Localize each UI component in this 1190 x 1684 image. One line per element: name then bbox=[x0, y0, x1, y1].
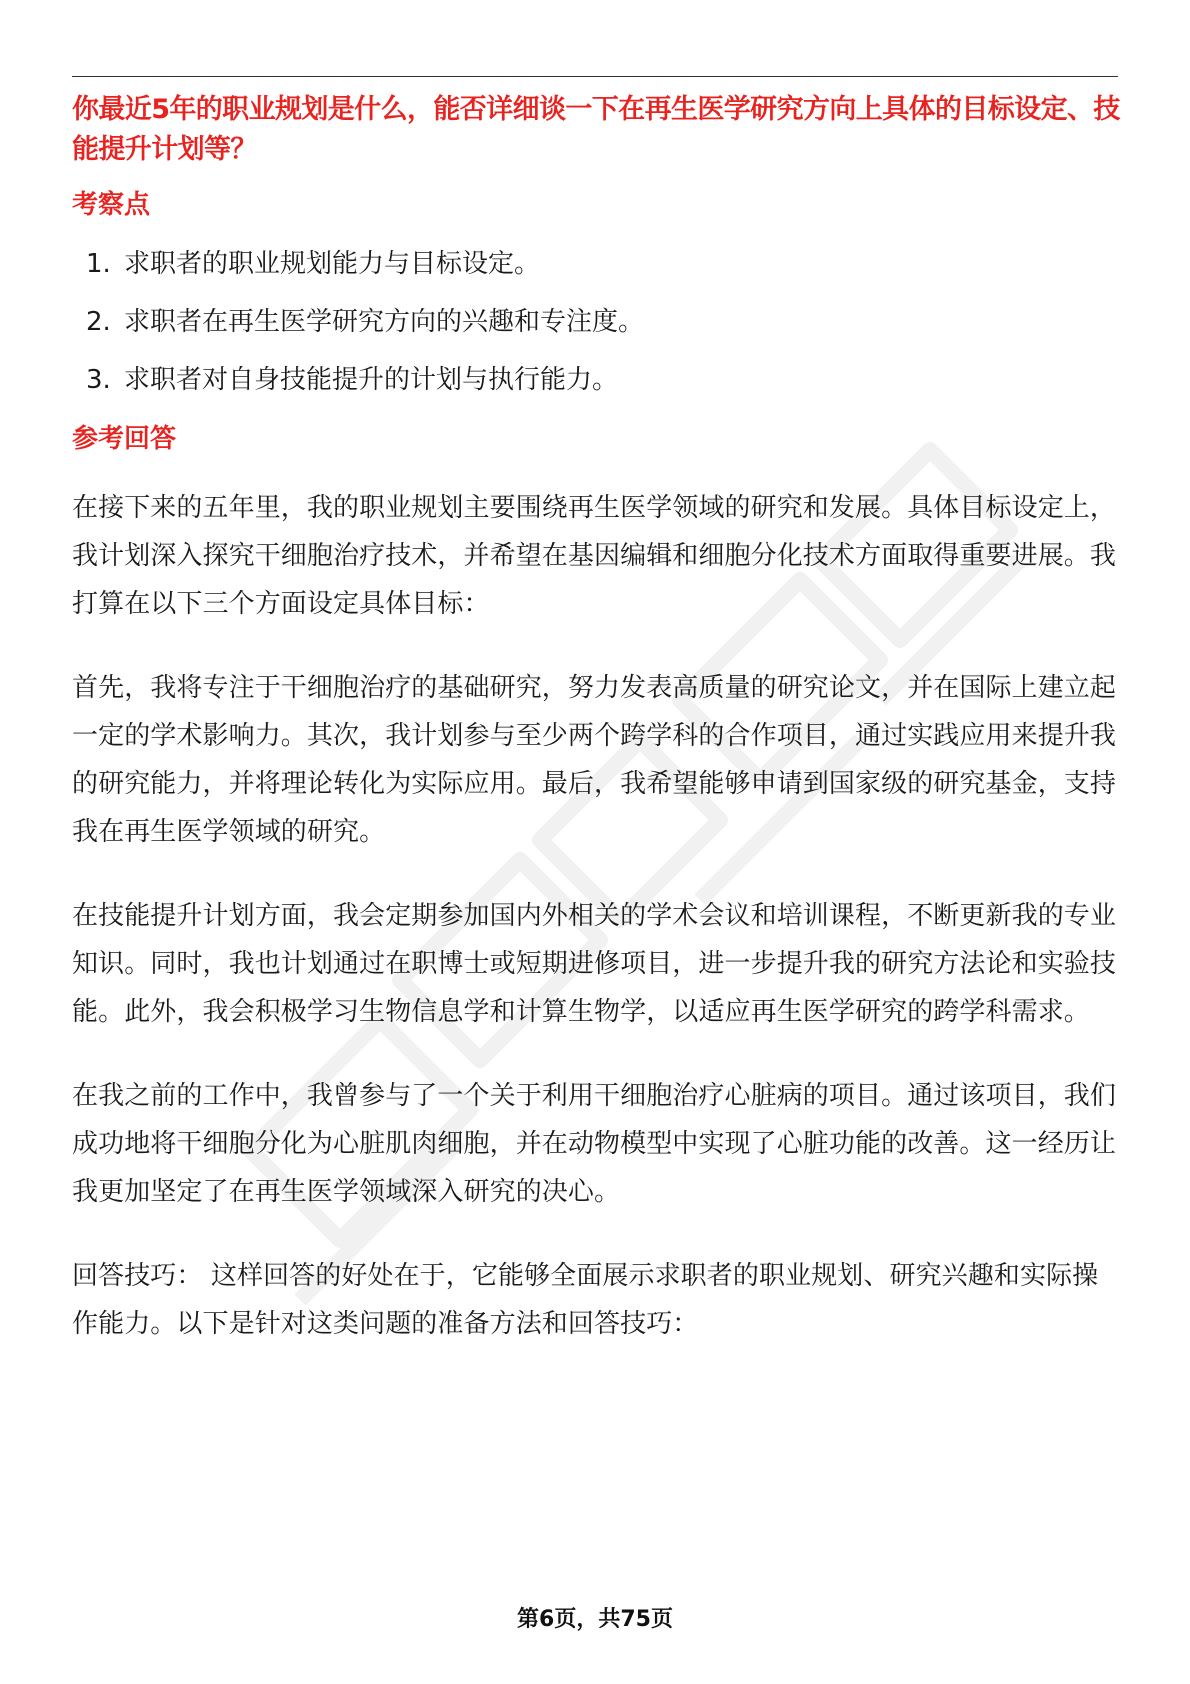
answer-paragraph: 在技能提升计划方面，我会定期参加国内外相关的学术会议和培训课程，不断更新我的专业知识。同时，我也计划通过在职博士或短期进修项目，进一步提升我的研究方法论和实验技能。此外，我会积极学习生物信息学和计算生物学，以适应再生医学研究的跨学科需求。 bbox=[72, 901, 1117, 1027]
tips-paragraph: 回答技巧： 这样回答的好处在于，它能够全面展示求职者的职业规划、研究兴趣和实际操作能力。以下是针对这类问题的准备方法和回答技巧： bbox=[72, 1261, 1099, 1339]
question-title: 你最近5年的职业规划是什么，能否详细谈一下在再生医学研究方向上具体的目标设定、技能提升计划等？ bbox=[72, 94, 1120, 165]
list-item-text: 求职者对自身技能提升的计划与执行能力。 bbox=[124, 365, 619, 395]
list-item-number: 3. bbox=[86, 365, 111, 395]
points-heading: 考察点 bbox=[72, 190, 151, 220]
page-number: 第6页，共75页 bbox=[517, 1607, 673, 1632]
list-item bbox=[72, 246, 1122, 282]
answer-paragraph: 在接下来的五年里，我的职业规划主要围绕再生医学领域的研究和发展。具体目标设定上，我计划深入探究干细胞治疗技术，并希望在基因编辑和细胞分化技术方面取得重要进展。我打算在以下三个方面设定具体目标： bbox=[72, 493, 1117, 619]
list-item-number: 2. bbox=[86, 307, 111, 337]
list-item bbox=[72, 304, 1122, 340]
points-list bbox=[72, 246, 1122, 398]
answer-paragraph: 在我之前的工作中，我曾参与了一个关于利用干细胞治疗心脏病的项目。通过该项目，我们成功地将干细胞分化为心脏肌肉细胞，并在动物模型中实现了心脏功能的改善。这一经历让我更加坚定了在再生医学领域深入研究的决心。 bbox=[72, 1081, 1117, 1207]
list-item-text: 求职者在再生医学研究方向的兴趣和专注度。 bbox=[124, 307, 645, 337]
main-content bbox=[72, 90, 1122, 1348]
answer-heading: 参考回答 bbox=[72, 424, 177, 454]
answer-paragraph: 首先，我将专注于干细胞治疗的基础研究，努力发表高质量的研究论文，并在国际上建立起一定的学术影响力。其次，我计划参与至少两个跨学科的合作项目，通过实践应用来提升我的研究能力，并将理论转化为实际应用。最后，我希望能够申请到国家级的研究基金，支持我在再生医学领域的研究。 bbox=[72, 673, 1117, 847]
list-item-number: 1. bbox=[86, 249, 111, 279]
header-rule bbox=[72, 76, 1118, 77]
list-item-text: 求职者的职业规划能力与目标设定。 bbox=[124, 249, 541, 279]
list-item bbox=[72, 362, 1122, 398]
